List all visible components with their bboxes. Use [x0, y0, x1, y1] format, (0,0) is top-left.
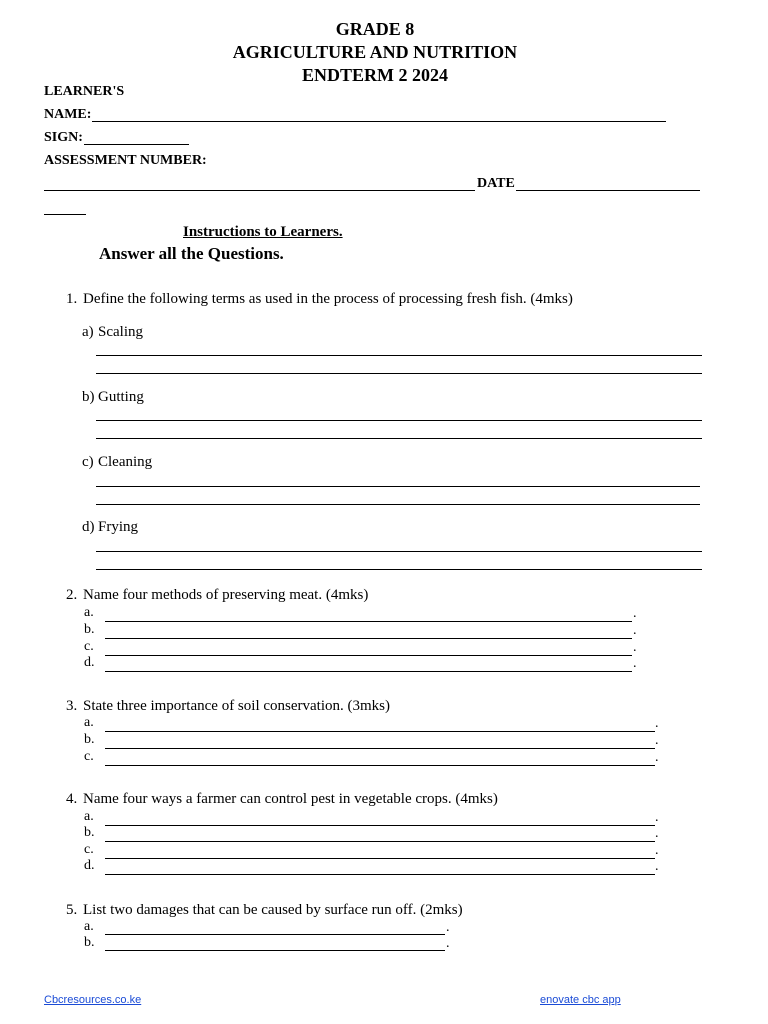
footer-link-cbcresources[interactable]: Cbcresources.co.ke — [44, 994, 142, 1006]
question-number: 4. — [66, 791, 78, 807]
part-term: Frying — [98, 519, 139, 535]
question-text: List two damages that can be caused by surface run off. (2mks) — [83, 902, 463, 918]
footer-link-enovate[interactable]: enovate cbc app — [540, 994, 621, 1006]
question-text: Name four ways a farmer can control pest in vegetable crops. (4mks) — [83, 791, 498, 807]
answer-line-end: . — [633, 623, 637, 638]
part-label: c) — [82, 454, 94, 470]
part-term: Scaling — [98, 324, 143, 340]
question-text: Name four methods of preserving meat. (4mks) — [83, 587, 369, 603]
question-text: State three importance of soil conservation. (3mks) — [83, 698, 390, 714]
date-field-line[interactable] — [516, 190, 700, 191]
answer-line[interactable] — [96, 551, 702, 552]
answer-line[interactable] — [105, 655, 632, 656]
question-number: 5. — [66, 902, 78, 918]
instructions-heading: Instructions to Learners. — [183, 224, 343, 240]
exam-subject-title: AGRICULTURE AND NUTRITION — [232, 42, 518, 62]
answer-line-end: . — [655, 733, 659, 748]
answer-line[interactable] — [105, 858, 655, 859]
answer-line[interactable] — [105, 841, 655, 842]
item-label: b. — [84, 622, 95, 637]
exam-grade-title: GRADE 8 — [335, 19, 415, 39]
sign-label: SIGN: — [44, 130, 83, 145]
item-label: b. — [84, 732, 95, 747]
answer-line[interactable] — [96, 355, 702, 356]
answer-line[interactable] — [105, 621, 632, 622]
answer-line[interactable] — [105, 825, 655, 826]
answer-line[interactable] — [96, 373, 702, 374]
item-label: a. — [84, 715, 94, 730]
answer-line[interactable] — [105, 731, 655, 732]
answer-line[interactable] — [96, 486, 700, 487]
answer-line-end: . — [655, 826, 659, 841]
answer-line-end: . — [633, 656, 637, 671]
answer-line[interactable] — [96, 569, 702, 570]
answer-line[interactable] — [105, 765, 655, 766]
answer-line-end: . — [633, 606, 637, 621]
answer-line-end: . — [446, 920, 450, 935]
question-number: 3. — [66, 698, 78, 714]
learners-label: LEARNER'S — [44, 84, 125, 99]
item-label: c. — [84, 842, 94, 857]
sign-field-line[interactable] — [84, 144, 189, 145]
item-label: d. — [84, 655, 95, 670]
item-label: b. — [84, 935, 95, 950]
answer-line[interactable] — [105, 874, 655, 875]
answer-line-end: . — [655, 859, 659, 874]
name-label: NAME: — [44, 107, 92, 122]
answer-line[interactable] — [96, 420, 702, 421]
name-field-line[interactable] — [92, 121, 666, 122]
item-label: c. — [84, 749, 94, 764]
assessment-number-label: ASSESSMENT NUMBER: — [44, 153, 207, 168]
instructions-text: Answer all the Questions. — [99, 244, 284, 263]
answer-line-end: . — [446, 936, 450, 951]
item-label: a. — [84, 605, 94, 620]
date-label: DATE — [477, 176, 515, 191]
assessment-number-field-line-cont[interactable] — [44, 214, 86, 215]
answer-line-end: . — [633, 640, 637, 655]
answer-line-end: . — [655, 843, 659, 858]
answer-line-end: . — [655, 750, 659, 765]
answer-line[interactable] — [105, 950, 445, 951]
item-label: d. — [84, 858, 95, 873]
question-number: 1. — [66, 291, 78, 307]
part-term: Gutting — [98, 389, 144, 405]
answer-line-end: . — [655, 810, 659, 825]
exam-term-title: ENDTERM 2 2024 — [301, 65, 448, 85]
part-label: d) — [82, 519, 95, 535]
answer-line[interactable] — [105, 671, 632, 672]
answer-line[interactable] — [96, 504, 700, 505]
answer-line[interactable] — [105, 748, 655, 749]
question-text: Define the following terms as used in the process of processing fresh fish. (4mks) — [83, 291, 573, 307]
item-label: a. — [84, 919, 94, 934]
part-label: a) — [82, 324, 94, 340]
answer-line[interactable] — [105, 934, 445, 935]
item-label: c. — [84, 639, 94, 654]
assessment-number-field-line[interactable] — [44, 190, 475, 191]
question-number: 2. — [66, 587, 78, 603]
answer-line[interactable] — [105, 638, 632, 639]
part-term: Cleaning — [98, 454, 153, 470]
item-label: b. — [84, 825, 95, 840]
answer-line-end: . — [655, 716, 659, 731]
answer-line[interactable] — [96, 438, 702, 439]
item-label: a. — [84, 809, 94, 824]
part-label: b) — [82, 389, 95, 405]
